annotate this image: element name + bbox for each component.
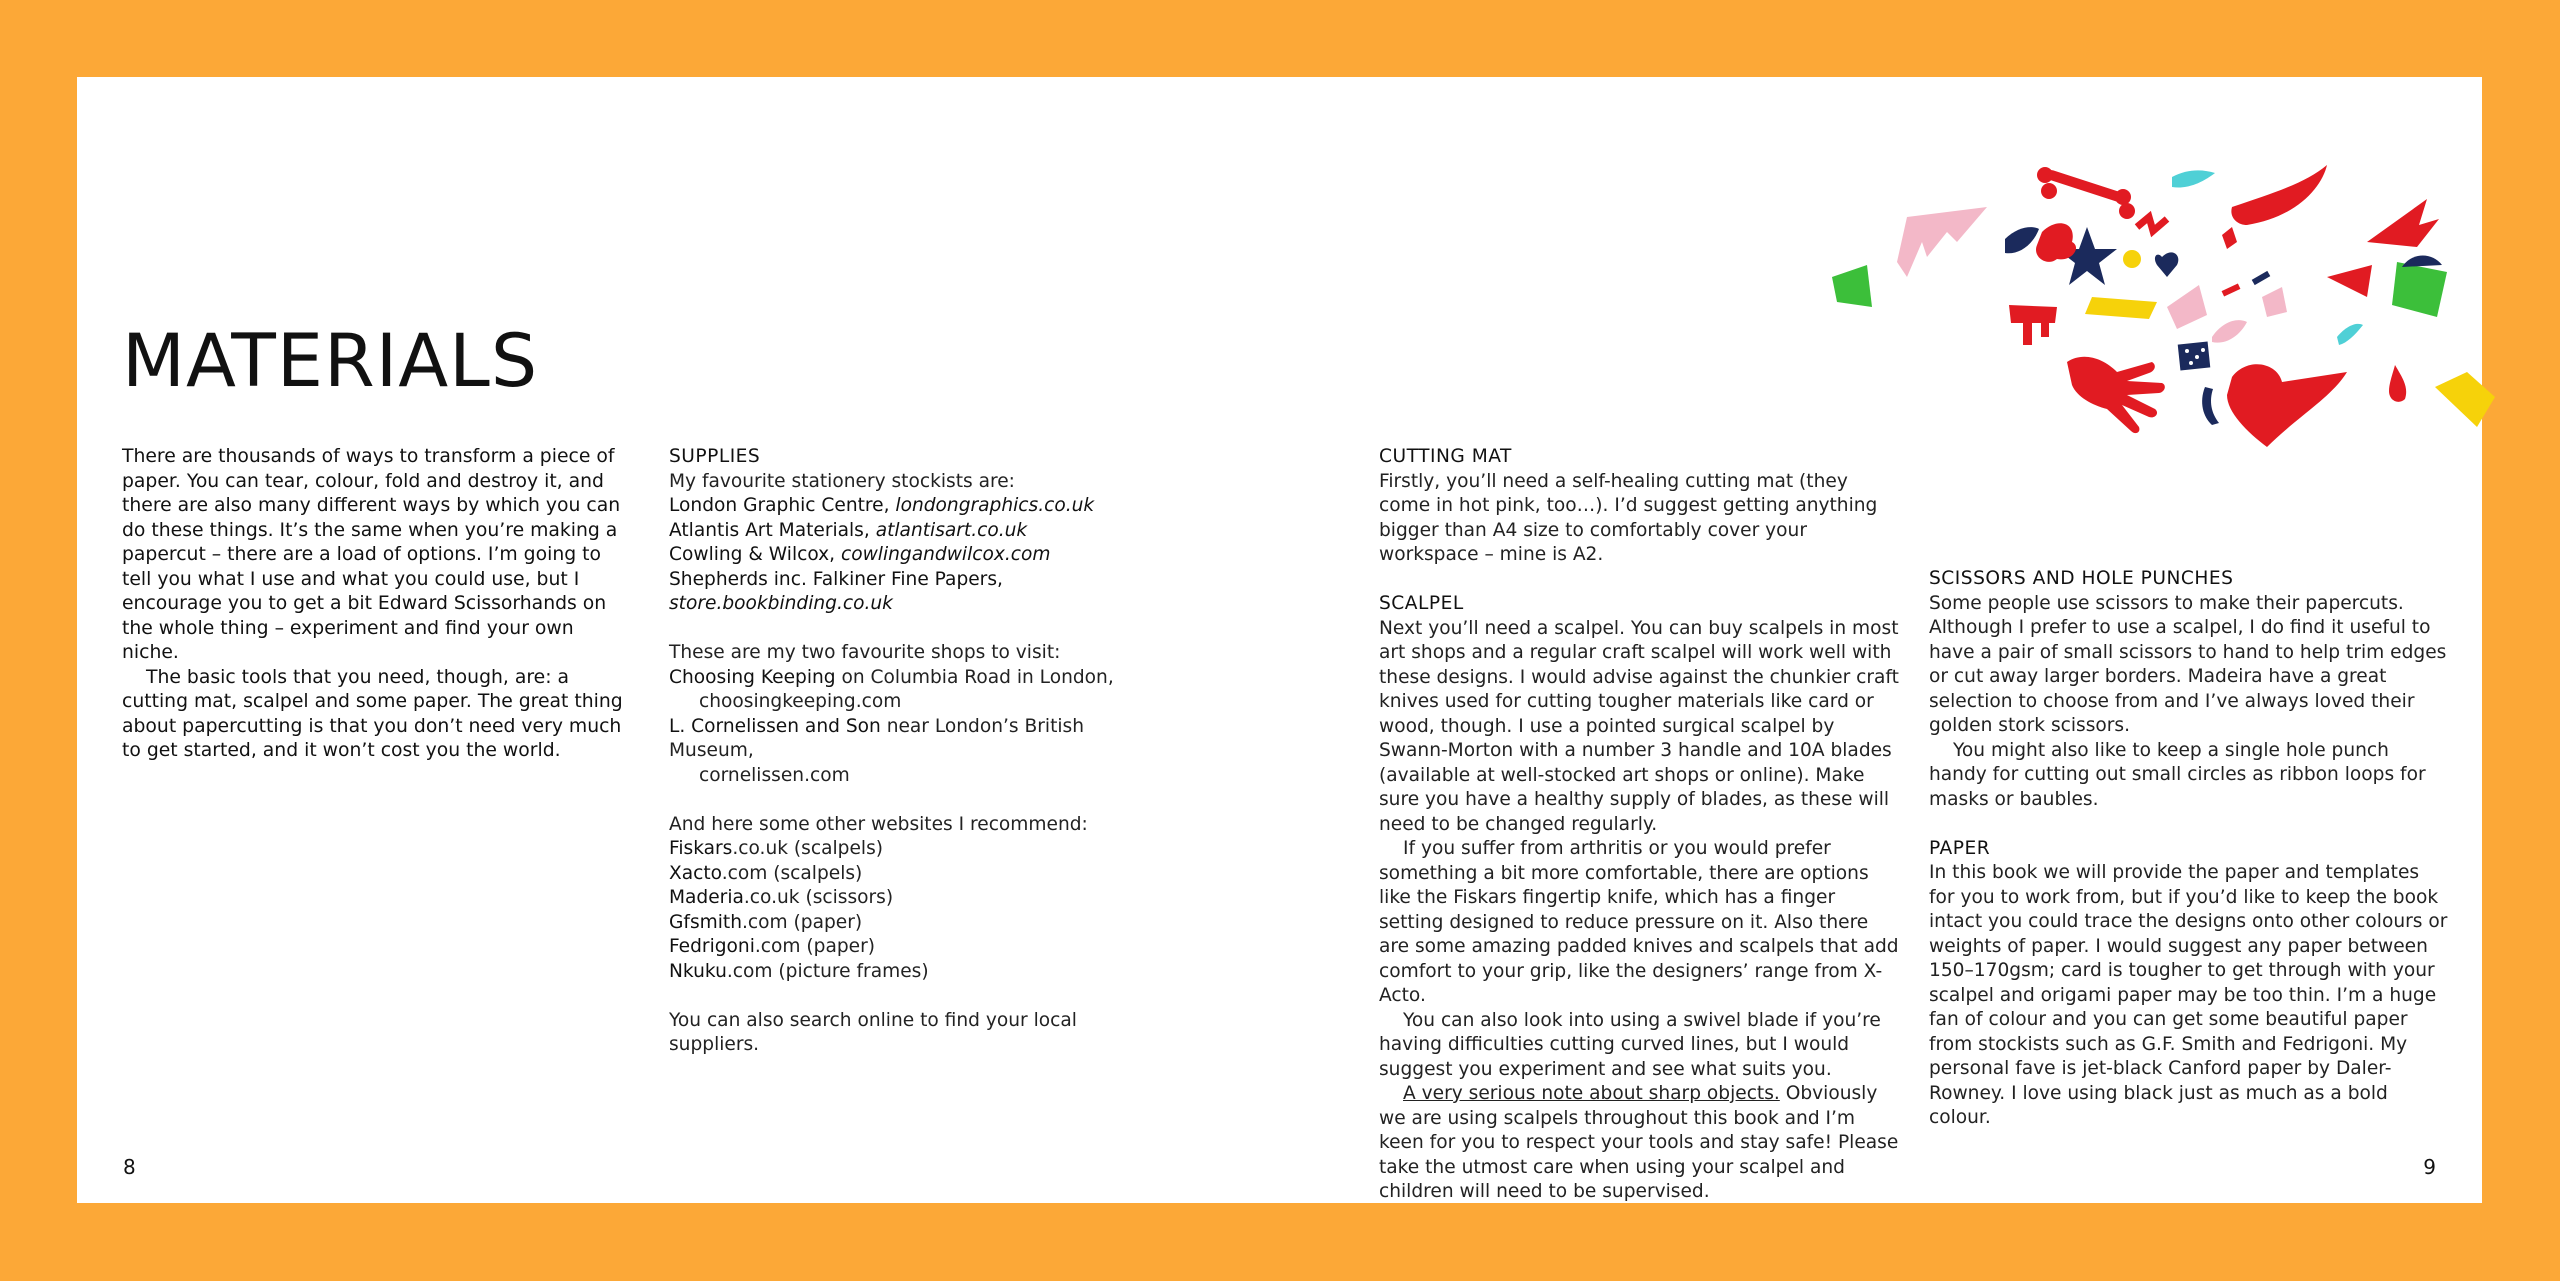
stockist-name: London Graphic Centre bbox=[669, 495, 884, 516]
green-cutout-right bbox=[2392, 262, 2447, 317]
shop-url: choosingkeeping.com bbox=[699, 691, 902, 712]
website-item: Fedrigoni.com (paper) bbox=[669, 936, 875, 957]
paper-text: In this book we will provide the paper and templates for you to work from, but if you’d like to keep the book intact you could trace the designs onto other colours or weights of paper. I would suggest any paper between 150–170gsm; card is tougher to get through with your scalpel and origami paper may be too thin. I’m a huge fan of colour and you can get some beautiful paper from stockists such as G.F. Smith and Fedrigoni. My personal fave is jet-black Canford paper by Daler-Rowney. I love using black just as much as a bold colour. bbox=[1929, 862, 2448, 1128]
yellow-fan-cutout bbox=[2435, 372, 2495, 427]
shop-url: cornelissen.com bbox=[699, 764, 850, 786]
page-title: MATERIALS bbox=[122, 319, 539, 404]
navy-leaf-cutout bbox=[2005, 227, 2039, 253]
shop-name: L. Cornelissen and Son bbox=[669, 715, 881, 737]
intro-paragraph: The basic tools that you need, though, are: a cutting mat, scalpel and some paper. The great thing about papercutting is that you don’t need very much to get started, and it won’t cost you the world. bbox=[122, 666, 623, 761]
red-swoosh-cutout bbox=[2231, 165, 2327, 225]
red-stroke-cutout bbox=[2222, 283, 2241, 296]
stockist-url: londongraphics.co.uk bbox=[895, 495, 1095, 516]
page-number-right: 9 bbox=[2423, 1155, 2436, 1179]
section-heading: SCISSORS AND HOLE PUNCHES bbox=[1929, 568, 2234, 589]
shops-lead: These are my two favourite shops to visit: bbox=[669, 642, 1061, 663]
supplies-lead: My favourite stationery stockists are: bbox=[669, 470, 1015, 492]
stockist-item: Atlantis Art Materials, atlantisart.co.uk bbox=[669, 519, 1028, 541]
pink-jagged-cutout bbox=[1897, 207, 1987, 277]
supplies-section bbox=[669, 445, 1159, 1058]
shop-item: L. Cornelissen and Son near London’s British Museum, bbox=[669, 715, 1085, 761]
red-bone-cutout bbox=[2037, 167, 2135, 219]
navy-arc-cutout bbox=[2202, 387, 2219, 425]
scissors-paragraph: Some people use scissors to make their papercuts. Although I prefer to use a scalpel, I do find it useful to have a pair of small scissors to hand to help trim edges or cut away larger borders. Madeira have a great selection to choose from and I’ve always loved their golden stork scissors. bbox=[1929, 592, 2447, 736]
stockist-name: Cowling & Wilcox bbox=[669, 544, 830, 565]
stockist-item: Shepherds inc. Falkiner Fine Papers, store.bookbinding.co.uk bbox=[669, 568, 1003, 614]
website-item: Nkuku.com (picture frames) bbox=[669, 960, 929, 982]
cyan-curl-cutout bbox=[2337, 324, 2363, 345]
pink-fragment-cutout bbox=[2262, 287, 2287, 317]
stockist-url: atlantisart.co.uk bbox=[875, 519, 1028, 541]
stockist-name: Atlantis Art Materials bbox=[669, 519, 864, 541]
supplies-closing: You can also search online to find your local suppliers. bbox=[669, 1009, 1077, 1055]
red-heart-cutout bbox=[2227, 364, 2347, 447]
red-diamond-cutout bbox=[2222, 227, 2237, 249]
scalpel-paragraph: Next you’ll need a scalpel. You can buy scalpels in most art shops and a regular craft scalpel will work well with these designs. I would advise against the chunkier craft knives used for cutting tougher materials like card or wood, though. I use a pointed surgical scalpel by Swann-Morton with a number 3 handle and 10A blades (available at well-stocked art shops or online). Make sure you have a healthy supply of blades, as these will need to be changed regularly. bbox=[1379, 617, 1899, 835]
intro-paragraph: There are thousands of ways to transform a piece of paper. You can tear, colour, fold and destroy it, and there are also many different ways by which you can do these things. It’s the same when you’re making a papercut – there are a load of options. I’m going to tell you what I use and what you could use, but I encourage you to get a bit Edward Scissorhands on the whole thing – experiment and find your own niche. bbox=[122, 446, 621, 663]
stockist-url: store.bookbinding.co.uk bbox=[669, 593, 893, 614]
section-heading: PAPER bbox=[1929, 837, 1991, 859]
pink-fan-cutout bbox=[2167, 285, 2207, 329]
scalpel-paragraph: If you suffer from arthritis or you would prefer something a bit more comfortable, there are options like the Fiskars fingertip knife, which has a finger setting designed to reduce pressure on it. Also there are some amazing padded knives and scalpels that add comfort to your grip, like the designers’ range from X-Acto. bbox=[1379, 838, 1899, 1006]
stockist-name: Shepherds inc. Falkiner Fine Papers bbox=[669, 568, 998, 590]
stockist-url: cowlingandwilcox.com bbox=[840, 544, 1051, 565]
website-item: Fiskars.co.uk (scalpels) bbox=[669, 838, 884, 859]
navy-heart-cutout bbox=[2155, 252, 2178, 277]
navy-confetti-cutout bbox=[2178, 342, 2211, 371]
scissors-paragraph: You might also like to keep a single hole punch handy for cutting out small circles as ribbon loops for masks or baubles. bbox=[1929, 739, 2426, 810]
red-face-cutout bbox=[2036, 223, 2076, 262]
stockist-item: Cowling & Wilcox, cowlingandwilcox.com bbox=[669, 544, 1051, 565]
yellow-bar-cutout bbox=[2085, 297, 2157, 319]
navy-half-moon-cutout bbox=[2402, 255, 2442, 267]
paper-cutouts-illustration bbox=[1827, 147, 2507, 467]
pink-leaf-cutout bbox=[2212, 320, 2247, 342]
website-item: Gfsmith.com (paper) bbox=[669, 911, 863, 933]
shop-name: Choosing Keeping bbox=[669, 666, 836, 688]
stockist-item: London Graphic Centre, londongraphics.co.uk bbox=[669, 495, 1095, 516]
website-item: Xacto.com (scalpels) bbox=[669, 862, 863, 884]
websites-lead: And here some other websites I recommend: bbox=[669, 813, 1088, 835]
red-triangle-cutout bbox=[2327, 265, 2372, 297]
scissors-paper-section bbox=[1929, 567, 2449, 1131]
shop-item: Choosing Keeping on Columbia Road in London, bbox=[669, 666, 1114, 688]
cutting-mat-scalpel-section bbox=[1379, 445, 1899, 1205]
intro-text bbox=[122, 445, 632, 764]
section-heading: SUPPLIES bbox=[669, 446, 761, 467]
green-cutout bbox=[1832, 265, 1872, 307]
safety-note: A very serious note about sharp objects. Obviously we are using scalpels throughout this book and I’m keen for you to respect your tools and stay safe! Please take the utmost care when using your scalpel and children will need to be supervised. bbox=[1379, 1083, 1899, 1202]
scalpel-paragraph: You can also look into using a swivel blade if you’re having difficulties cutting curved lines, but I would suggest you experiment and see what suits you. bbox=[1379, 1009, 1881, 1080]
cyan-cutout bbox=[2172, 170, 2215, 187]
section-heading: CUTTING MAT bbox=[1379, 446, 1512, 467]
yellow-dot-cutout bbox=[2123, 250, 2141, 268]
red-glass-cutout bbox=[2367, 199, 2439, 247]
website-item: Maderia.co.uk (scissors) bbox=[669, 887, 894, 908]
navy-stroke-cutout bbox=[2252, 271, 2271, 285]
red-comb-cutout bbox=[2009, 305, 2057, 345]
cutting-mat-text: Firstly, you’ll need a self-healing cutting mat (they come in hot pink, too…). I’d suggest getting anything bigger than A4 size to comfortably cover your workspace – mine is A2. bbox=[1379, 470, 1878, 565]
red-zigzag-cutout bbox=[2137, 217, 2167, 231]
book-spread bbox=[77, 77, 2482, 1203]
safety-note-heading: A very serious note about sharp objects. bbox=[1403, 1083, 1780, 1104]
section-heading: SCALPEL bbox=[1379, 593, 1464, 614]
red-hand-cutout bbox=[2067, 357, 2165, 433]
red-drop-cutout bbox=[2389, 365, 2406, 402]
page-number-left: 8 bbox=[123, 1155, 136, 1179]
